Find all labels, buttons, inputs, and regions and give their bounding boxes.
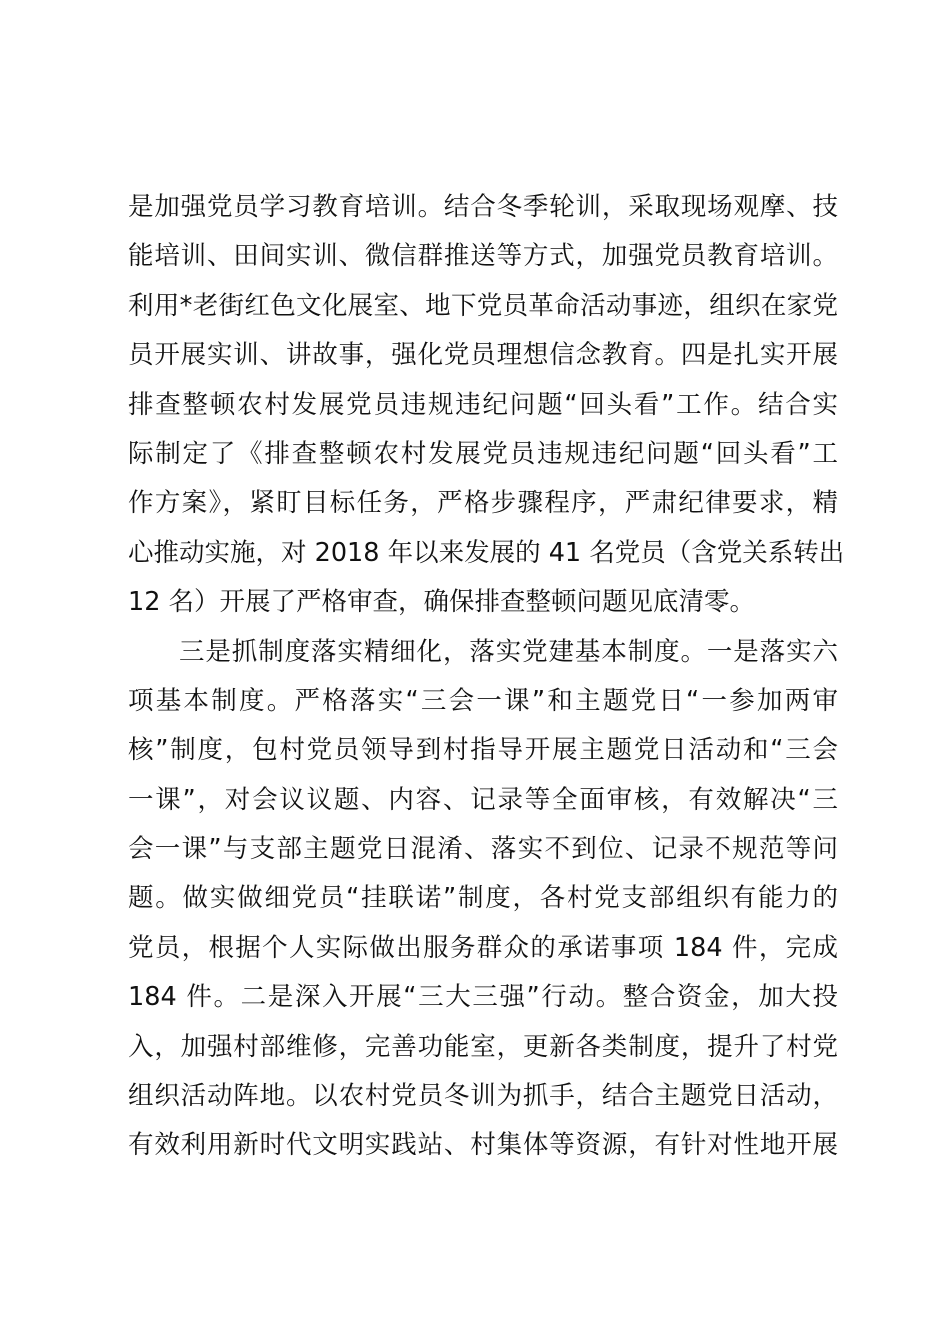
text-line: 入，加强村部维修，完善功能室，更新各类制度，提升了村党 [128, 1031, 838, 1062]
text-line: 排查整顿农村发展党员违规违纪问题“回头看”工作。结合实 [128, 389, 838, 420]
text-line: 12 名）开展了严格审查，确保排查整顿问题见底清零。 [128, 587, 756, 618]
text-line: 是加强党员学习教育培训。结合冬季轮训，采取现场观摩、技 [128, 192, 838, 222]
text-line: 有效利用新时代文明实践站、村集体等资源，有针对性地开展 [128, 1130, 838, 1161]
paragraph-2 [128, 628, 838, 1171]
text-line: 际制定了《排查整顿农村发展党员违规违纪问题“回头看”工 [128, 438, 838, 469]
text-line: 能培训、田间实训、微信群推送等方式，加强党员教育培训。 [128, 241, 838, 272]
text-line: 心推动实施，对 2018 年以来发展的 41 名党员（含党关系转出 [128, 537, 845, 568]
text-line: 核”制度，包村党员领导到村指导开展主题党日活动和“三会 [128, 735, 838, 766]
document-body [128, 183, 845, 1171]
text-line: 题。做实做细党员“挂联诺”制度，各村党支部组织有能力的 [128, 883, 838, 914]
paragraph-1 [128, 183, 845, 628]
text-line: 利用*老街红色文化展室、地下党员革命活动事迹，组织在家党 [128, 290, 838, 321]
text-line: 一课”，对会议议题、内容、记录等全面审核，有效解决“三 [128, 784, 838, 815]
text-line: 184 件。二是深入开展“三大三强”行动。整合资金，加大投 [128, 982, 838, 1013]
text-line: 会一课”与支部主题党日混淆、落实不到位、记录不规范等问 [128, 834, 838, 865]
text-line: 项基本制度。严格落实“三会一课”和主题党日“一参加两审 [128, 685, 838, 716]
text-line: 员开展实训、讲故事，强化党员理想信念教育。四是扎实开展 [128, 340, 838, 371]
text-line: 三是抓制度落实精细化，落实党建基本制度。一是落实六 [179, 636, 838, 667]
text-line: 组织活动阵地。以农村党员冬训为抓手，结合主题党日活动， [128, 1081, 838, 1112]
text-line: 作方案》，紧盯目标任务，严格步骤程序，严肃纪律要求，精 [128, 488, 838, 519]
text-line: 党员，根据个人实际做出服务群众的承诺事项 184 件，完成 [128, 932, 838, 963]
